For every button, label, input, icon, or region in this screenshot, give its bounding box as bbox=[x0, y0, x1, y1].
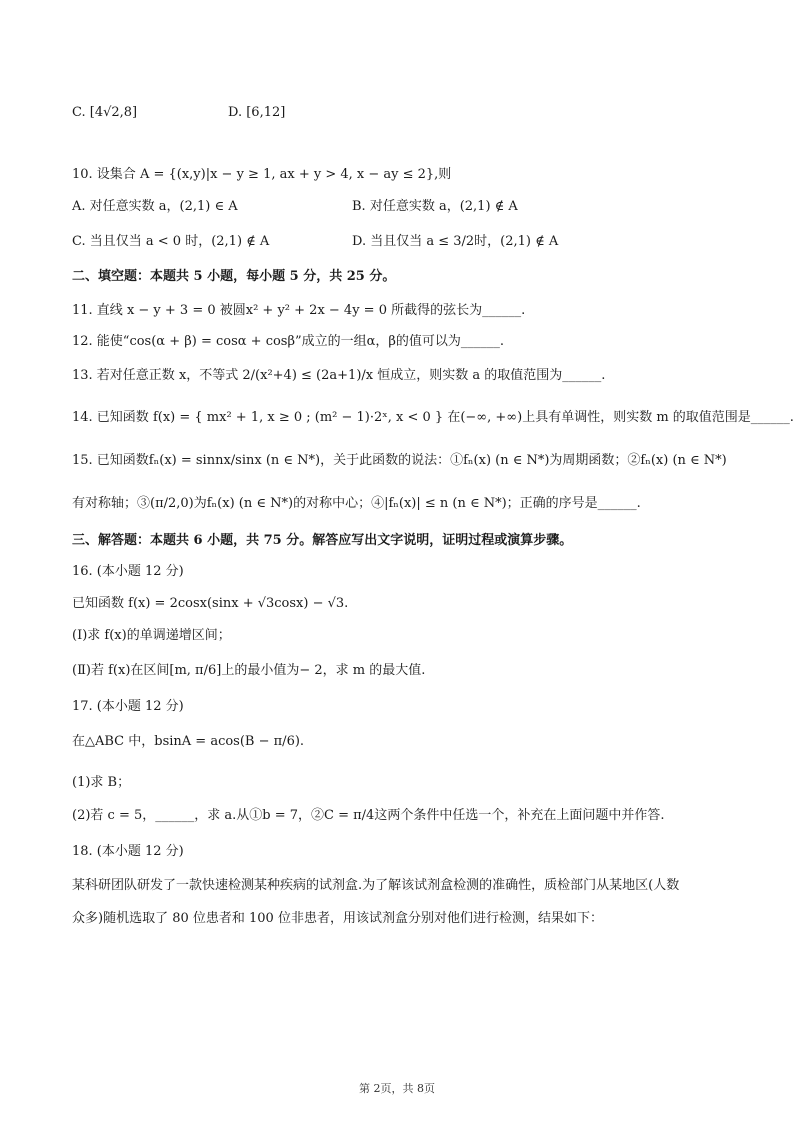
q10-option-c: C. 当且仅当 a < 0 时，(2,1) ∉ A bbox=[72, 234, 270, 249]
q16-part2: (Ⅱ)若 f(x)在区间[m, π/6]上的最小值为− 2，求 m 的最大值. bbox=[72, 663, 426, 678]
q10-option-b: B. 对任意实数 a，(2,1) ∉ A bbox=[352, 199, 518, 214]
q10-stem: 10. 设集合 A = {(x,y)|x − y ≥ 1, ax + y > 4, x − ay ≤ 2},则 bbox=[72, 167, 452, 182]
q16-stem: 已知函数 f(x) = 2cosx(sinx + √3cosx) − √3. bbox=[72, 596, 349, 611]
q16-header: 16. (本小题 12 分) bbox=[72, 564, 184, 579]
q15-line2: 有对称轴；③(π/2,0)为fₙ(x) (n ∈ N*)的对称中心；④|fₙ(x)| ≤ n (n ∈ N*)；正确的序号是______. bbox=[72, 496, 641, 511]
q13: 13. 若对任意正数 x，不等式 2/(x²+4) ≤ (2a+1)/x 恒成立，则实数 a 的取值范围为______. bbox=[72, 368, 606, 383]
q17-part2: (2)若 c = 5，______，求 a.从①b = 7，②C = π/4这两个条件中任选一个，补充在上面问题中并作答. bbox=[72, 808, 665, 823]
q18-stem-line1: 某科研团队研发了一款快速检测某种疾病的试剂盒.为了解该试剂盒检测的准确性，质检部门从某地区(人数 bbox=[72, 878, 680, 893]
q9-option-d: D. [6,12] bbox=[228, 105, 286, 120]
q15-line1: 15. 已知函数fₙ(x) = sinnx/sinx (n ∈ N*)，关于此函数的说法：①fₙ(x) (n ∈ N*)为周期函数；②fₙ(x) (n ∈ N*) bbox=[72, 453, 727, 468]
q17-header: 17. (本小题 12 分) bbox=[72, 699, 184, 714]
q17-part1: (1)求 B； bbox=[72, 775, 131, 790]
q18-stem-line2: 众多)随机选取了 80 位患者和 100 位非患者，用该试剂盒分别对他们进行检测，结果如下： bbox=[72, 911, 603, 926]
q11: 11. 直线 x − y + 3 = 0 被圆x² + y² + 2x − 4y = 0 所截得的弦长为______. bbox=[72, 303, 526, 318]
q10-option-a: A. 对任意实数 a，(2,1) ∈ A bbox=[72, 199, 238, 214]
q10-option-d: D. 当且仅当 a ≤ 3/2时，(2,1) ∉ A bbox=[352, 234, 559, 249]
q16-part1: (Ⅰ)求 f(x)的单调递增区间； bbox=[72, 628, 231, 643]
q18-header: 18. (本小题 12 分) bbox=[72, 844, 184, 859]
q17-stem: 在△ABC 中，bsinA = acos(B − π/6). bbox=[72, 734, 305, 749]
q12: 12. 能使“cos(α + β) = cosα + cosβ”成立的一组α，β的值可以为______. bbox=[72, 334, 505, 349]
q9-option-c: C. [4√2,8] bbox=[72, 105, 138, 120]
page-footer: 第 2页，共 8页 bbox=[359, 1082, 435, 1095]
q14: 14. 已知函数 f(x) = { mx² + 1, x ≥ 0 ; (m² − 1)·2ˣ, x < 0 } 在(−∞, +∞)上具有单调性，则实数 m 的取值范围是______. bbox=[72, 410, 794, 425]
section3-heading: 三、解答题：本题共 6 小题，共 75 分。解答应写出文字说明，证明过程或演算步骤。 bbox=[72, 533, 573, 548]
section2-heading: 二、填空题：本题共 5 小题，每小题 5 分，共 25 分。 bbox=[72, 269, 396, 284]
